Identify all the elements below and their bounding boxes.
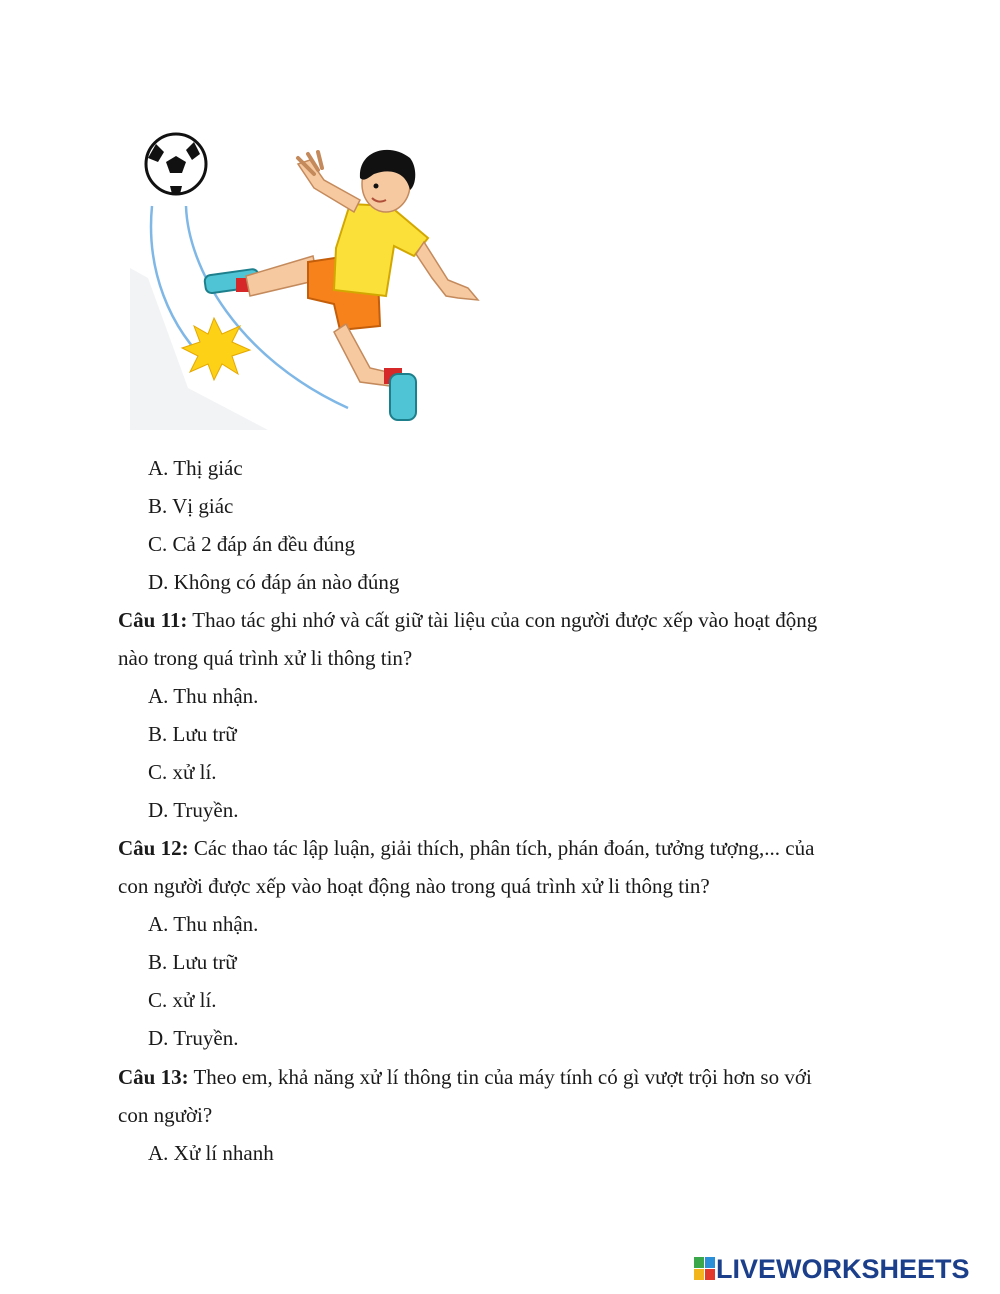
q12-text-line2: con người được xếp vào hoạt động nào trong quá trình xử li thông tin? [118, 874, 710, 898]
q13-text-line1: Theo em, khả năng xử lí thông tin của máy tính có gì vượt trội hơn so với [188, 1065, 812, 1089]
q12-option-a: A. Thu nhận. [148, 912, 259, 936]
boy-kicking-ball-illustration [128, 128, 490, 430]
q11-question [118, 607, 817, 633]
q12-text-line1: Các thao tác lập luận, giải thích, phân tích, phán đoán, tưởng tượng,... của [188, 836, 815, 860]
q12-question [118, 835, 814, 861]
q10-option-d: D. Không có đáp án nào đúng [148, 570, 400, 594]
q12-label: Câu 12: [118, 836, 189, 860]
q12-option-d: D. Truyền. [148, 1026, 239, 1050]
q11-text-line1: Thao tác ghi nhớ và cất giữ tài liệu của con người được xếp vào hoạt động [187, 608, 818, 632]
q11-option-b: B. Lưu trữ [148, 722, 237, 746]
q11-text-line2: nào trong quá trình xử li thông tin? [118, 646, 413, 670]
q13-question [118, 1064, 812, 1090]
q11-option-a: A. Thu nhận. [148, 684, 259, 708]
q13-label: Câu 13: [118, 1065, 189, 1089]
liveworksheets-logo-icon [694, 1257, 716, 1281]
q11-option-c: C. xử lí. [148, 760, 217, 784]
q13-option-a: A. Xử lí nhanh [148, 1141, 274, 1165]
q11-label: Câu 11: [118, 608, 188, 632]
q10-option-c: C. Cả 2 đáp án đều đúng [148, 532, 356, 556]
soccer-ball-icon [146, 134, 206, 194]
liveworksheets-logo [694, 1254, 970, 1284]
q10-option-b: B. Vị giác [148, 494, 234, 518]
q12-option-b: B. Lưu trữ [148, 950, 237, 974]
q11-option-d: D. Truyền. [148, 798, 239, 822]
liveworksheets-brand-text: LIVEWORKSHEETS [716, 1253, 970, 1284]
q13-text-line2: con người? [118, 1103, 213, 1127]
q12-option-c: C. xử lí. [148, 988, 217, 1012]
q10-option-a: A. Thị giác [148, 456, 243, 480]
